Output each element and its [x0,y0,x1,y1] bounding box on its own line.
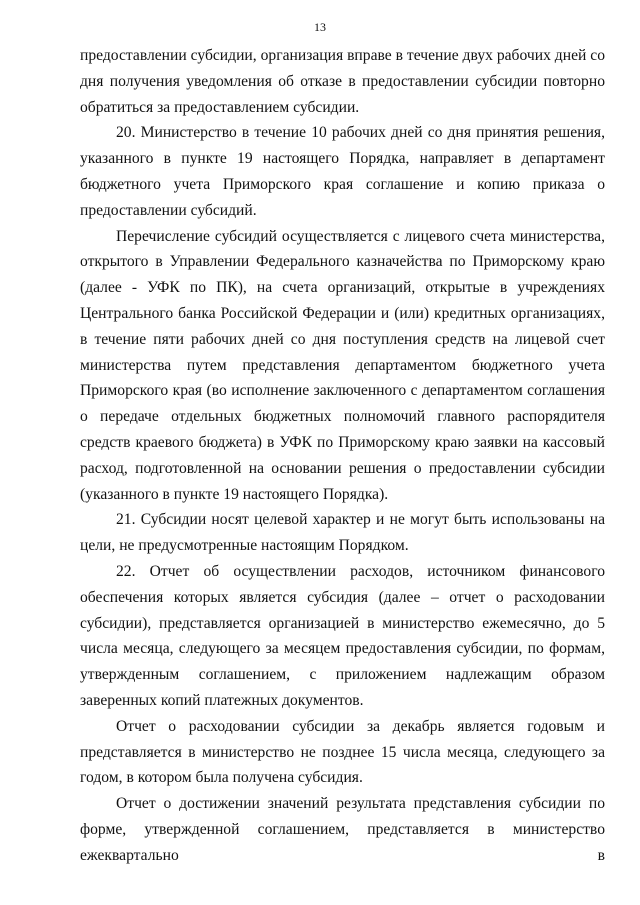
page-number: 13 [314,20,326,34]
paragraph-continuation: предоставлении субсидии, организация вправе в течение двух рабочих дней со дня получения уведомления об отказе в предоставлении субсидии повторно обратиться за предоставлением субсидии. [80,47,605,116]
document-body [80,43,605,869]
paragraph-transfer-of-subsidies: Перечисление субсидий осуществляется с лицевого счета министерства, открытого в Управлении Федерального казначейства по Приморскому краю (далее - УФК по ПК), на счета организаций, открытые в учреждениях Центрального банка Российской Федерации и (или) кредитных организациях, в течение пяти рабочих дней со дня поступления средств на лицевой счет министерства путем представления департаментом бюджетного учета Приморского края (во исполнение заключенного с департаментом соглашения о передаче отдельных бюджетных полномочий главного распорядителя средств краевого бюджета) в УФК по Приморскому краю заявки на кассовый расход, подготовленной на основании решения о предоставлении субсидии (указанного в пункте 19 настоящего Порядка). [80,227,605,503]
paragraph-december-report: Отчет о расходовании субсидии за декабрь является годовым и представляется в министерство не позднее 15 числа месяца, следующего за годом, в котором была получена субсидия. [80,717,605,787]
paragraph-item-20: 20. Министерство в течение 10 рабочих дней со дня принятия решения, указанного в пункте 19 настоящего Порядка, направляет в департамент бюджетного учета Приморского края соглашение и копию приказа о предоставлении субсидий. [80,124,605,219]
paragraph-results-report: Отчет о достижении значений результата представления субсидии по форме, утвержденной соглашением, представляется в министерство ежеквартально в [80,795,605,864]
paragraph-item-21: 21. Субсидии носят целевой характер и не могут быть использованы на цели, не предусмотренные настоящим Порядком. [80,511,605,555]
paragraph-item-22: 22. Отчет об осуществлении расходов, источником финансового обеспечения которых является субсидия (далее – отчет о расходовании субсидии), представляется организацией в министерство ежемесячно, до 5 числа месяца, следующего за месяцем предоставления субсидии, по формам, утвержденным соглашением, с приложением надлежащим образом заверенных копий платежных документов. [80,562,605,709]
